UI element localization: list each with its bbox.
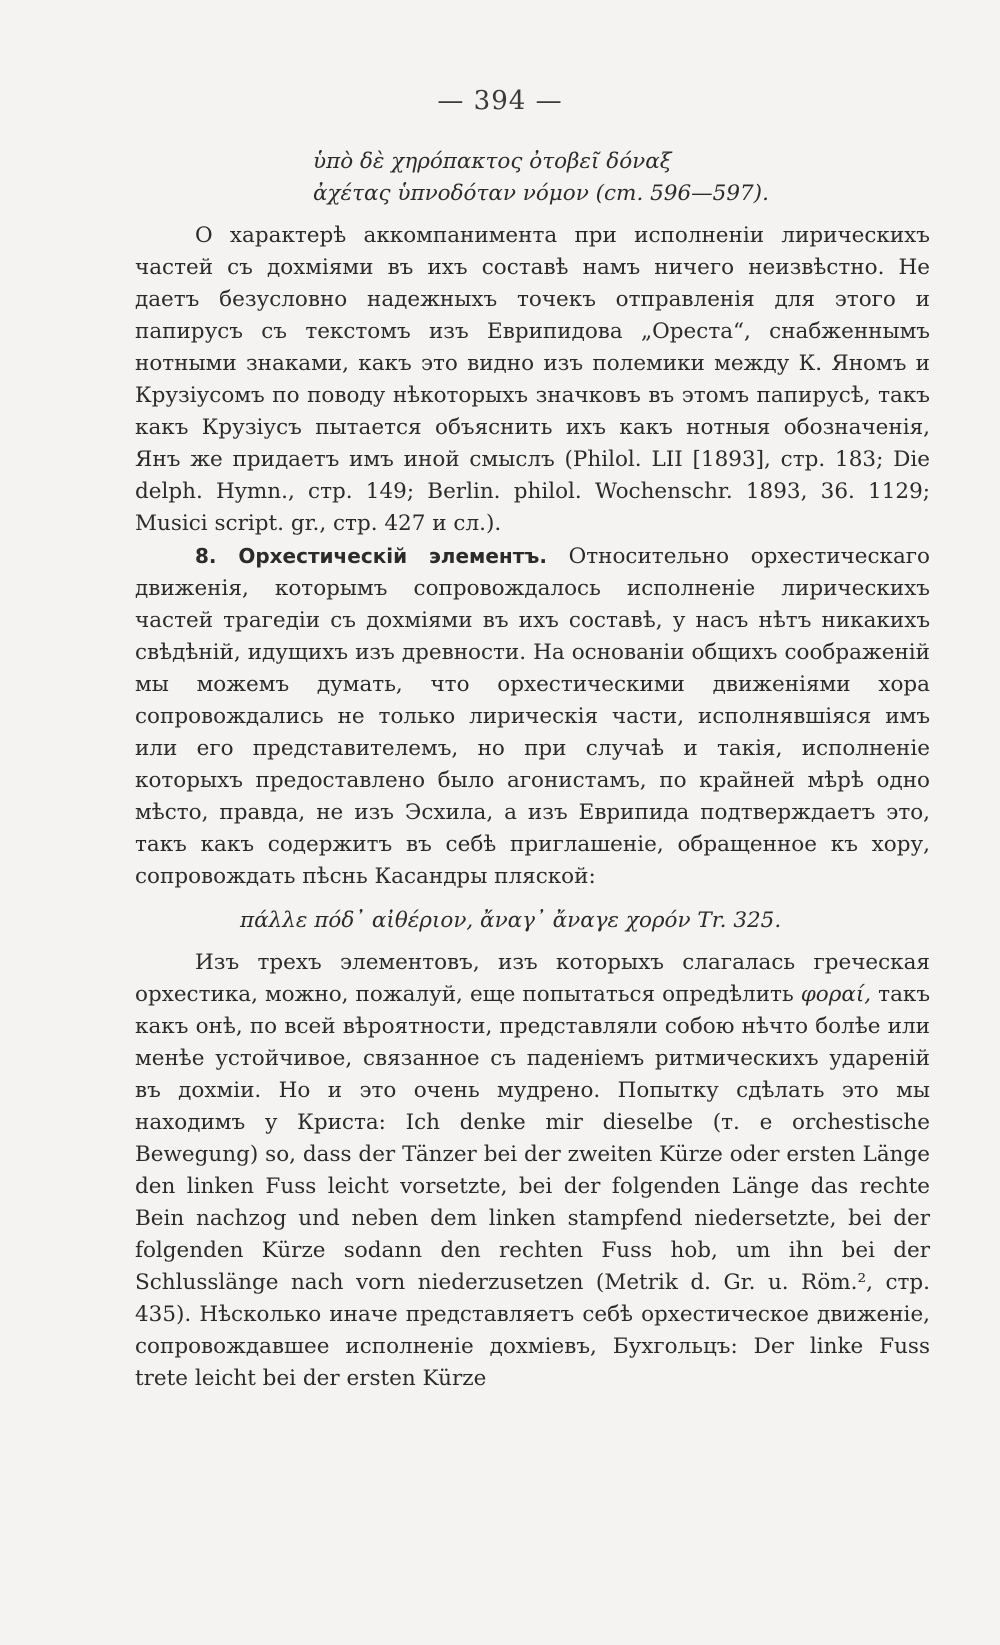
section-8-heading: 8. Орхестическій элементъ. <box>195 544 547 568</box>
section-8-paragraph <box>135 540 930 893</box>
section-8-text: Относительно орхестическаго движенія, которымъ сопровождалось исполненіе лирическихъ частей трагедіи съ дохміями въ ихъ составѣ, у насъ нѣтъ никакихъ свѣдѣній, идущихъ изъ древности. На основаніи общихъ соображеній мы можемъ думать, что орхестическими движеніями хора сопровождались не только лирическія части, исполнявшіяся имъ или его представителемъ, но при случаѣ и такія, исполненіе которыхъ предоставлено было агонистамъ, по крайней мѣрѣ одно мѣсто, правда, не изъ Эсхила, а изъ Еврипида подтверждаетъ это, такъ какъ содержитъ въ себѣ приглашеніе, обращенное къ хору, сопровождать пѣснь Касандры пляской: <box>135 544 930 889</box>
greek-quote-line-1: ὑπὸ δὲ χηρόπακτος ὀτοβεῖ δόναξ <box>313 149 672 174</box>
page-number: — 394 — <box>437 86 563 116</box>
paragraph-orchestics <box>135 947 930 1395</box>
paragraph-orchestics-text-1: Изъ трехъ элементовъ, изъ которыхъ слагалась греческая орхестика, можно, пожалуй, еще попытаться опредѣлить <box>135 950 930 1007</box>
paragraph-orchestics-text-2: такъ какъ онѣ, по всей вѣроятности, представляли собою нѣчто болѣе или менѣе устойчивое, связанное съ паденіемъ ритмическихъ удареній въ дохміи. Но и это очень мудрено. Попытку сдѣлать это мы находимъ у Криста: Ich denke mir dieselbe (т. е orchestische Bewegung) so, dass der Tänzer bei der zweiten Kürze oder ersten Länge den linken Fuss leicht vorsetzte, bei der folgenden Länge das rechte Bein nachzog und neben dem linken stampfend niedersetzte, bei der folgenden Kürze sodann den rechten Fuss hob, um ihn bei der Schlusslänge nach vorn niederzusetzen (Metrik d. Gr. u. Röm.², стр. 435). Нѣсколько иначе представляетъ себѣ орхестическое движеніе, сопровождавшее исполненіе дохміевъ, Бухгольцъ: Der linke Fuss trete leicht bei der ersten Kürze <box>135 982 930 1391</box>
greek-quote-line-2: ἀχέτας ὑπνοδόταν νόμον (ст. 596—597). <box>313 181 769 206</box>
greek-word-phorai: φοραί, <box>800 982 872 1007</box>
paragraph-accompaniment: О характерѣ аккомпанимента при исполненіи лирическихъ частей съ дохміями въ ихъ составѣ намъ ничего неизвѣстно. Не даетъ безусловно надежныхъ точекъ отправленія для этого и папирусъ съ текстомъ изъ Еврипидова „Ореста“, снабженнымъ нотными знаками, какъ это видно изъ полемики между К. Яномъ и Крузіусомъ по поводу нѣкоторыхъ значковъ въ этомъ папирусѣ, такъ какъ Крузіусъ пытается объяснить ихъ какъ нотныя обозначенія, Янъ же придаетъ имъ иной смыслъ (Philol. LII [1893], стр. 183; Die delph. Hymn., стр. 149; Berlin. philol. Wochenschr. 1893, 36. 1129; Musici script. gr., стр. 427 и сл.). <box>135 223 930 536</box>
greek-quote-troades: πάλλε πόδ᾽ αἰθέριον, ἄναγ᾽ ἄναγε χορόν Tr. 325. <box>240 908 782 933</box>
page-body <box>135 146 930 1395</box>
